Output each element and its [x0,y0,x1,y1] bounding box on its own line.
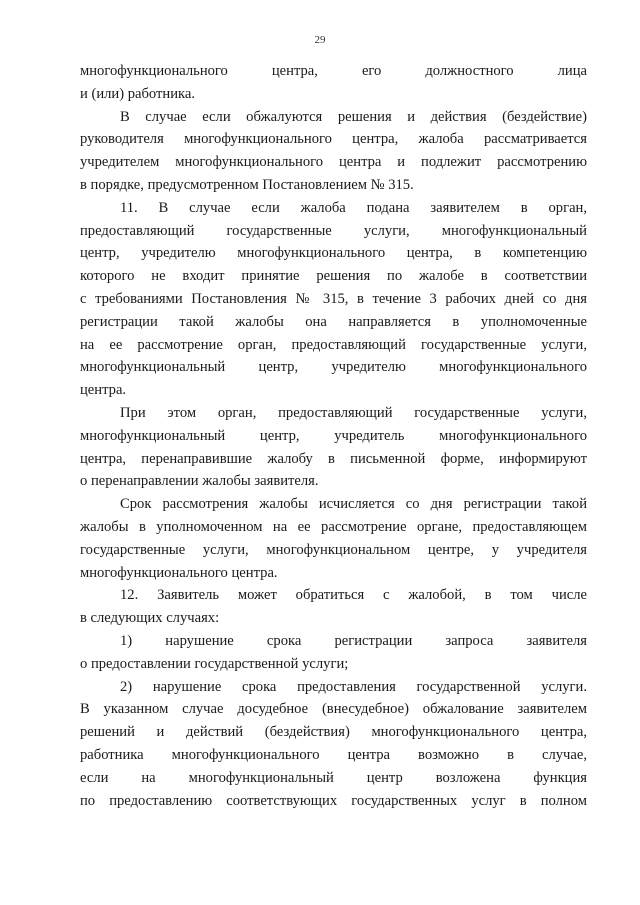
text-line: 1) нарушение срока регистрации запроса заявителя [120,632,587,649]
text-line: о предоставлении государственной услуги; [80,655,349,672]
text-line: В случае если обжалуются решения и действия (бездействие) [120,108,587,125]
text-line: 2) нарушение срока предоставления государственной услуги. [120,678,587,695]
text-line: многофункциональный центр, учредитель многофункционального [80,427,587,444]
paragraph [80,630,587,676]
text-line: В указанном случае досудебное (внесудебное) обжалование заявителем [80,701,587,718]
text-line: предоставляющий государственные услуги, многофункциональный [80,222,587,239]
document-body [80,60,587,812]
text-line: Срок рассмотрения жалобы исчисляется со дня регистрации такой [120,496,587,513]
paragraph [80,197,587,402]
text-line: с требованиями Постановления № 315, в течение 3 рабочих дней со дня [80,290,587,307]
text-line: и (или) работника. [80,85,196,102]
text-line: на ее рассмотрение орган, предоставляющий государственные услуги, [80,336,587,353]
text-line: регистрации такой жалобы она направляется в уполномоченные [80,313,587,330]
text-line: в порядке, предусмотренном Постановлением № 315. [80,176,414,193]
text-line: в следующих случаях: [80,610,220,627]
text-line: учредителем многофункционального центра и подлежит рассмотрению [80,154,587,171]
text-line: жалобы в уполномоченном на ее рассмотрение органе, предоставляющем [80,518,587,535]
text-line: государственные услуги, многофункциональном центре, у учредителя [80,541,587,558]
paragraph [80,106,587,197]
text-line: руководителя многофункционального центра, жалоба рассматривается [80,131,587,148]
paragraph [80,584,587,630]
text-line: которого не входит принятие решения по жалобе в соответствии [80,268,587,285]
text-line: работника многофункционального центра возможно в случае, [80,746,587,763]
text-line: центра, перенаправившие жалобу в письменной форме, информируют [80,450,587,467]
text-line: 12. Заявитель может обратиться с жалобой, в том числе [120,587,587,604]
text-line: многофункционального центра, его должностного лица [80,63,587,79]
text-line: 11. В случае если жалоба подана заявителем в орган, [120,199,587,216]
text-line: решений и действий (бездействия) многофункционального центра, [80,724,587,741]
text-line: многофункциональный центр, учредителю многофункционального [80,359,587,376]
paragraph [80,402,587,493]
text-line: если на многофункциональный центр возложена функция [80,769,587,786]
text-line: центра. [80,382,127,399]
paragraph [80,493,587,584]
paragraph [80,676,587,813]
text-line: центр, учредителю многофункционального центра, в компетенцию [80,245,587,262]
page-number: 29 [314,34,326,46]
text-line: о перенаправлении жалобы заявителя. [80,473,319,490]
text-line: по предоставлению соответствующих государственных услуг в полном [80,792,587,809]
text-line: многофункционального центра. [80,564,278,581]
paragraph [80,60,587,106]
text-line: При этом орган, предоставляющий государственные услуги, [120,404,587,421]
